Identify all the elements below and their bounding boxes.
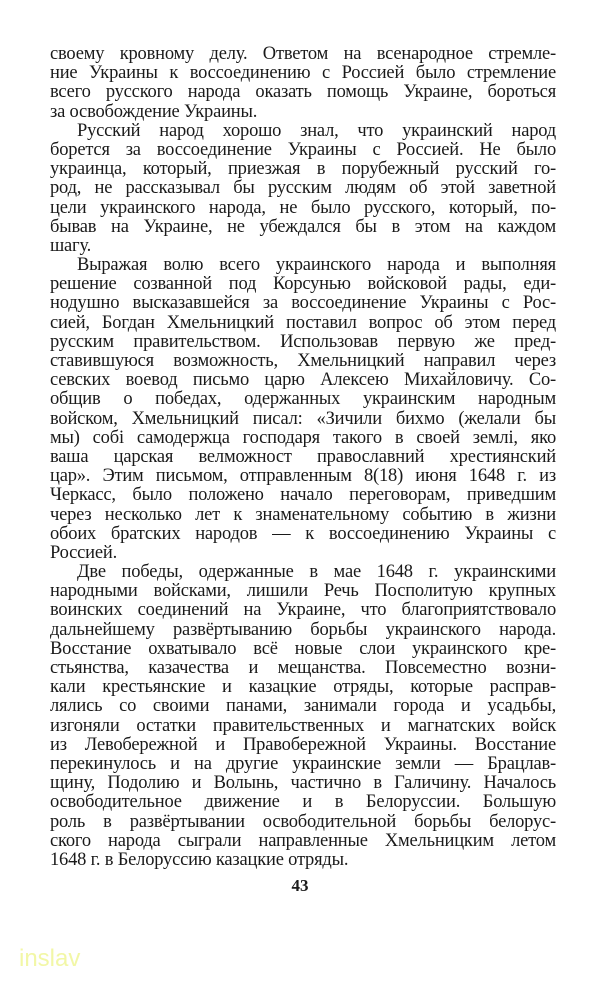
text-line: войском, Хмельницкий писал: «Зичили бихмо (желали бы <box>50 408 556 429</box>
text-line: бывав на Украине, не убеждался бы в этом на каждом <box>50 216 556 237</box>
paragraph <box>50 563 556 870</box>
text-line: цели украинского народа, не было русского, который, по- <box>50 197 556 218</box>
page-text <box>50 45 556 870</box>
text-line: общив о победах, одержанных украинским народным <box>50 389 556 410</box>
text-line: изгоняли остатки правительственных и магнатских войск <box>50 715 556 736</box>
text-line: Русский народ хорошо знал, что украинский народ <box>77 120 556 141</box>
text-line: решение созванной под Корсунью войсковой рады, еди- <box>50 274 556 295</box>
text-line: роль в развёртывании освободительной борьбы белорус- <box>50 811 556 832</box>
paragraph <box>50 45 556 122</box>
text-line: из Левобережной и Правобережной Украины. Восстание <box>50 734 556 755</box>
text-line: украинца, который, приезжая в порубежный русский го- <box>50 159 556 180</box>
text-line: Две победы, одержанные в мае 1648 г. украинскими <box>77 562 556 583</box>
text-line: дальнейшему развёртыванию борьбы украинского народа. <box>50 619 556 640</box>
text-line: через несколько лет к знаменательному событию в жизни <box>50 504 556 525</box>
text-line: ние Украины к воссоединению с Россией было стремление <box>50 63 556 84</box>
text-line: обоих братских народов — к воссоединению Украины с <box>50 523 556 544</box>
text-line: своему кровному делу. Ответом на всенародное стремле- <box>50 44 556 64</box>
text-line: 1648 г. в Белоруссию казацкие отряды. <box>50 849 349 870</box>
text-line: род, не рассказывал бы русским людям об этой заветной <box>50 178 556 199</box>
text-line: Черкасс, было положено начало переговорам, приведшим <box>50 485 556 506</box>
paragraph <box>50 256 556 563</box>
text-line: сией, Богдан Хмельницкий поставил вопрос об этом перед <box>50 312 556 333</box>
text-line: Выражая волю всего украинского народа и выполняя <box>77 255 556 276</box>
text-line: щину, Подолию и Волынь, частично в Галичину. Началось <box>50 773 556 794</box>
text-line: ваша царская велможност православний хрестиянский <box>50 446 556 467</box>
text-line: перекинулось и на другие украинские земли — Брацлав- <box>50 753 556 774</box>
text-line: шагу. <box>50 235 92 256</box>
page-number: 43 <box>291 876 309 895</box>
text-line: стьянства, казачества и мещанства. Повсеместно возни- <box>50 658 556 678</box>
text-line: русским правительством. Использовав первую же пред- <box>50 331 556 352</box>
text-line: народными войсками, лишили Речь Посполитую крупных <box>50 581 556 602</box>
text-line: севских воевод письмо царю Алексею Михайловичу. Со- <box>50 370 556 391</box>
text-line: лялись со своими панами, занимали города и усадьбы, <box>50 696 556 717</box>
text-line: ского народа сыграли направленные Хмельницким летом <box>50 830 556 851</box>
text-line: за освобождение Украины. <box>50 101 258 122</box>
text-line: борется за воссоединение Украины с Россией. Не было <box>50 139 556 160</box>
text-line: воинских соединений на Украине, что благоприятствовало <box>50 600 556 621</box>
text-line: Россией. <box>50 542 117 563</box>
text-line: ставившуюся возможность, Хмельницкий направил через <box>50 351 556 371</box>
watermark: inslav <box>19 945 81 972</box>
paragraph <box>50 122 556 256</box>
text-line: цар». Этим письмом, отправленным 8(18) июня 1648 г. из <box>50 466 556 487</box>
text-line: Восстание охватывало всё новые слои украинского кре- <box>50 638 556 659</box>
text-line: кали крестьянские и казацкие отряды, которые расправ- <box>50 677 556 698</box>
text-line: нодушно высказавшейся за воссоединение Украины с Рос- <box>50 293 556 314</box>
text-line: освободительное движение и в Белоруссии. Большую <box>50 792 556 813</box>
text-line: всего русского народа оказать помощь Украине, бороться <box>50 82 556 103</box>
text-line: мы) собі самодержца господаря такого в своей землі, яко <box>50 427 556 448</box>
